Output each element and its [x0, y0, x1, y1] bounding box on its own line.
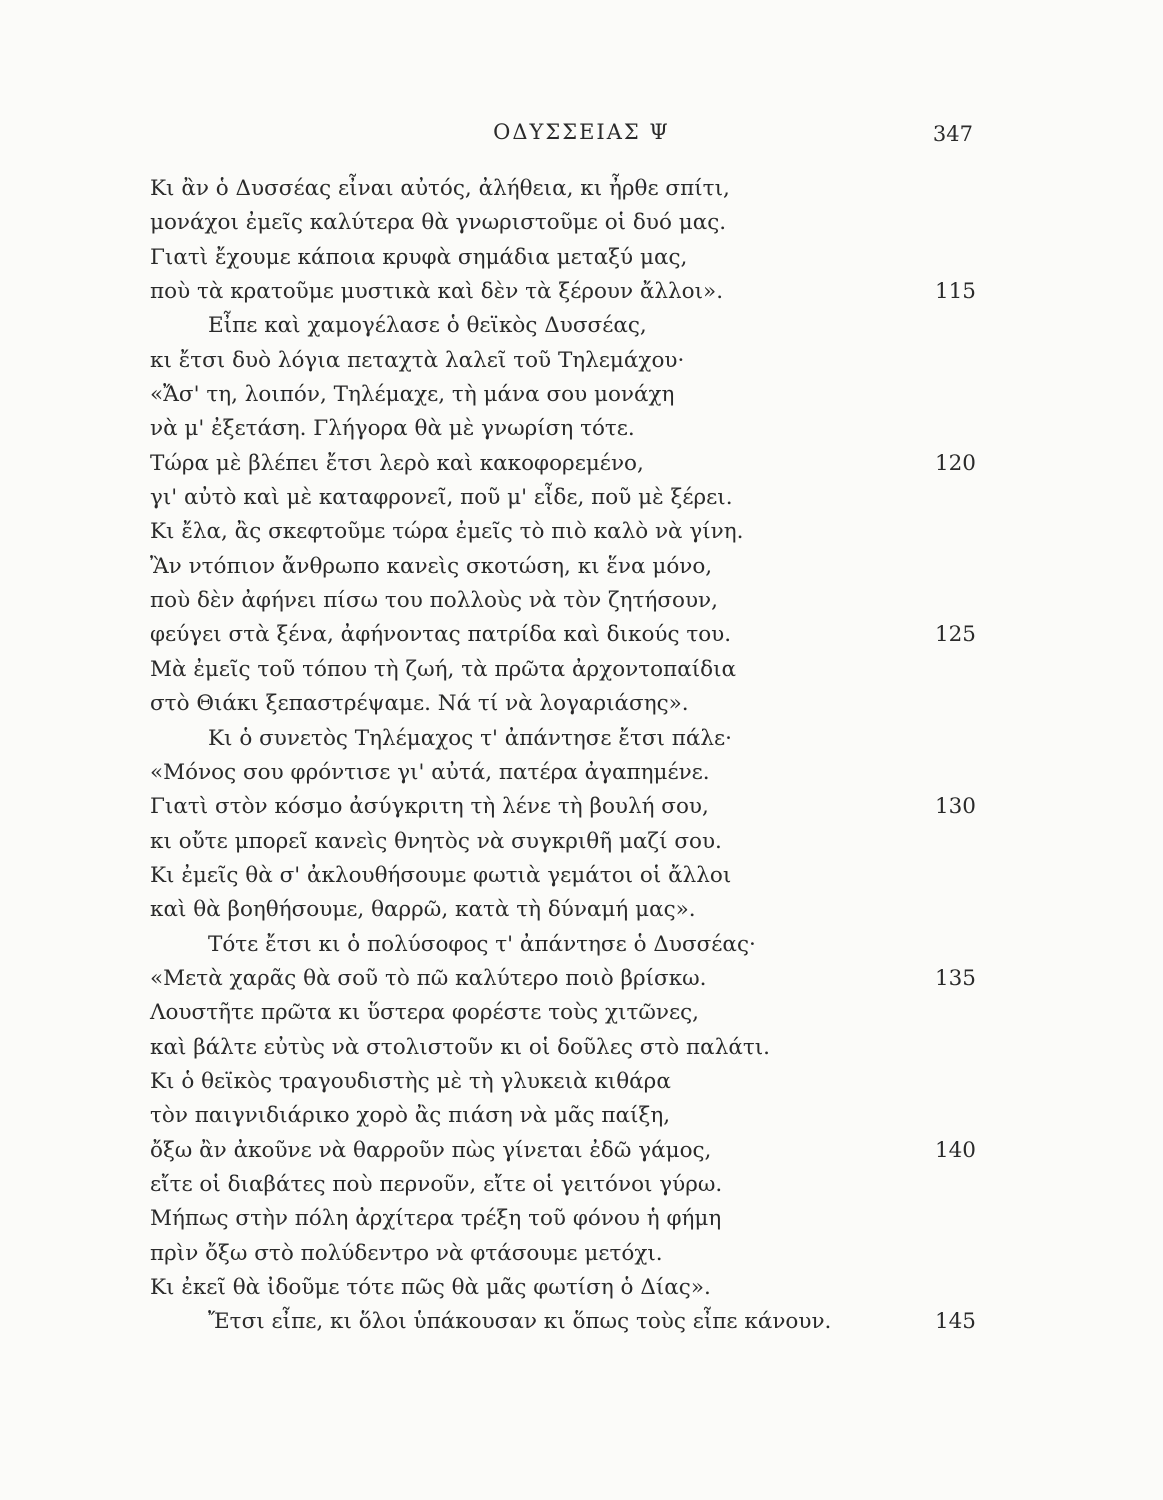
line-number: 135 — [934, 965, 976, 991]
verse-text: κι ἔτσι δυὸ λόγια πεταχτὰ λαλεῖ τοῦ Τηλεμάχου· — [150, 347, 685, 373]
verse-text: γι' αὐτὸ καὶ μὲ καταφρονεῖ, ποῦ μ' εἶδε, ποῦ μὲ ξέρει. — [150, 485, 733, 511]
verse-line — [150, 1305, 980, 1339]
verse-text: Κι ὁ συνετὸς Τηλέμαχος τ' ἀπάντησε ἔτσι πάλε· — [208, 725, 733, 751]
verse-text: μονάχοι ἐμεῖς καλύτερα θὰ γνωριστοῦμε οἱ δυό μας. — [150, 210, 727, 236]
verse-line — [150, 447, 980, 481]
verse-line — [150, 893, 980, 927]
verse-line — [150, 309, 980, 343]
verse-line — [150, 756, 980, 790]
verse-text: Κι ἐμεῖς θὰ σ' ἀκλουθήσουμε φωτιὰ γεμάτοι οἱ ἄλλοι — [150, 862, 732, 888]
verse-line — [150, 515, 980, 549]
verse-line — [150, 928, 980, 962]
verse-line — [150, 1065, 980, 1099]
verse-text: κι οὔτε μπορεῖ κανεὶς θνητὸς νὰ συγκριθῆ μαζί σου. — [150, 828, 722, 854]
verse-line — [150, 1134, 980, 1168]
verse-line — [150, 275, 980, 309]
verse-line — [150, 412, 980, 446]
verse-text: Εἶπε καὶ χαμογέλασε ὁ θεϊκὸς Δυσσέας, — [208, 313, 647, 339]
verse-text: «Μόνος σου φρόντισε γι' αὐτά, πατέρα ἀγαπημένε. — [150, 759, 710, 785]
verse-line — [150, 378, 980, 412]
verse-line — [150, 618, 980, 652]
verse-text: καὶ βάλτε εὐτὺς νὰ στολιστοῦν κι οἱ δοῦλες στὸ παλάτι. — [150, 1034, 771, 1060]
verse-text: φεύγει στὰ ξένα, ἀφήνοντας πατρίδα καὶ δικούς του. — [150, 622, 732, 648]
verse-line — [150, 481, 980, 515]
verse-text: «Μετὰ χαρᾶς θὰ σοῦ τὸ πῶ καλύτερο ποιὸ βρίσκω. — [150, 965, 707, 991]
verse-line — [150, 584, 980, 618]
line-number: 125 — [934, 622, 976, 648]
verse-text: Κι ἐκεῖ θὰ ἰδοῦμε τότε πῶς θὰ μᾶς φωτίση ὁ Δίας». — [150, 1275, 711, 1300]
verse-line — [150, 859, 980, 893]
verse-text: τὸν παιγνιδιάρικο χορὸ ἂς πιάση νὰ μᾶς παίξη, — [150, 1103, 671, 1129]
verse-text: ὄξω ἂν ἀκοῦνε νὰ θαρροῦν πὼς γίνεται ἐδῶ γάμος, — [150, 1137, 712, 1163]
verse-line — [150, 344, 980, 378]
verse-text: εἴτε οἱ διαβάτες ποὺ περνοῦν, εἴτε οἱ γειτόνοι γύρω. — [150, 1171, 723, 1197]
verse-line — [150, 1099, 980, 1133]
verse-line — [150, 996, 980, 1030]
verse-line — [150, 1271, 980, 1305]
verse-text: Γιατὶ ἔχουμε κάποια κρυφὰ σημάδια μεταξύ μας, — [150, 244, 688, 270]
verse-line — [150, 653, 980, 687]
verse-text: Τώρα μὲ βλέπει ἔτσι λερὸ καὶ κακοφορεμένο, — [150, 450, 644, 476]
verse-text: ποὺ τὰ κρατοῦμε μυστικὰ καὶ δὲν τὰ ξέρουν ἄλλοι». — [150, 279, 724, 305]
verse-line — [150, 722, 980, 756]
page-number: 347 — [932, 122, 973, 146]
verse-line — [150, 1031, 980, 1065]
line-number: 140 — [934, 1137, 976, 1163]
verse-text: καὶ θὰ βοηθήσουμε, θαρρῶ, κατὰ τὴ δύναμή μας». — [150, 897, 696, 923]
verse-text: Κι ὁ θεϊκὸς τραγουδιστὴς μὲ τὴ γλυκειὰ κιθάρα — [150, 1068, 671, 1094]
verse-line — [150, 825, 980, 859]
line-number: 130 — [934, 794, 976, 820]
verse-text: Λουστῆτε πρῶτα κι ὕστερα φορέστε τοὺς χιτῶνες, — [150, 1000, 699, 1026]
verse-line — [150, 550, 980, 584]
line-number: 145 — [934, 1309, 976, 1335]
verse-text: νὰ μ' ἐξετάση. Γλήγορα θὰ μὲ γνωρίση τότε. — [150, 416, 635, 442]
verse-text: Κι ἔλα, ἂς σκεφτοῦμε τώρα ἐμεῖς τὸ πιὸ καλὸ νὰ γίνη. — [150, 519, 744, 545]
verse-line — [150, 1168, 980, 1202]
verse-line — [150, 206, 980, 240]
verse-text: Μήπως στὴν πόλη ἀρχίτερα τρέξη τοῦ φόνου ἡ φήμη — [150, 1206, 722, 1232]
verse-line — [150, 241, 980, 275]
verse-text: πρὶν ὄξω στὸ πολύδεντρο νὰ φτάσουμε μετόχι. — [150, 1240, 663, 1266]
verse-line — [150, 1202, 980, 1236]
verse-text: Μὰ ἐμεῖς τοῦ τόπου τὴ ζωή, τὰ πρῶτα ἀρχοντοπαίδια — [150, 656, 737, 682]
verse-line — [150, 687, 980, 721]
verse-text: «Ἄσ' τη, λοιπόν, Τηλέμαχε, τὴ μάνα σου μονάχη — [150, 382, 675, 408]
verse-text: Ἂν ντόπιον ἄνθρωπο κανεὶς σκοτώση, κι ἕνα μόνο, — [150, 553, 713, 579]
line-number: 120 — [934, 450, 976, 476]
poem-body — [150, 172, 980, 1340]
verse-text: Κι ἂν ὁ Δυσσέας εἶναι αὐτός, ἀλήθεια, κι ἦρθε σπίτι, — [150, 176, 730, 201]
verse-text: Γιατὶ στὸν κόσμο ἀσύγκριτη τὴ λένε τὴ βουλή σου, — [150, 794, 709, 820]
verse-text: ποὺ δὲν ἀφήνει πίσω του πολλοὺς νὰ τὸν ζητήσουν, — [150, 588, 718, 614]
verse-line — [150, 172, 980, 206]
verse-line — [150, 962, 980, 996]
verse-text: Ἔτσι εἶπε, κι ὅλοι ὑπάκουσαν κι ὅπως τοὺς εἶπε κάνουν. — [208, 1309, 832, 1335]
running-header-title: ΟΔΥΣΣΕΙΑΣ Ψ — [493, 120, 670, 144]
verse-line — [150, 790, 980, 824]
line-number: 115 — [934, 279, 976, 305]
verse-text: στὸ Θιάκι ξεπαστρέψαμε. Νά τί νὰ λογαριάσης». — [150, 691, 689, 717]
verse-text: Τότε ἔτσι κι ὁ πολύσοφος τ' ἀπάντησε ὁ Δυσσέας· — [208, 931, 756, 957]
verse-line — [150, 1237, 980, 1271]
